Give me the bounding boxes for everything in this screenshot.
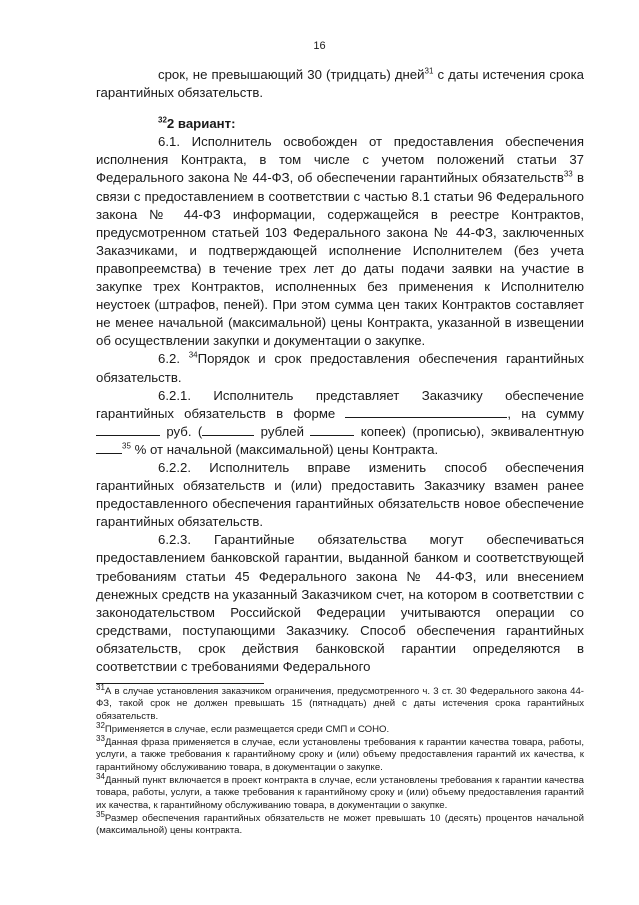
footnote — [96, 720, 584, 736]
footnotes — [96, 682, 584, 839]
text-fragment: 6.1. Исполнитель освобожден от предоставления обеспечения исполнения Контракта, в том числе с учетом положений статьи 37 Федерального закона № 44-ФЗ, об обеспечении гарантийных обязательств — [96, 134, 584, 186]
footnote-ref[interactable]: 35 — [122, 441, 131, 451]
footnote-text: Размер обеспечения гарантийных обязательств не может превышать 10 (десять) процентов начальной (максимальной) цены контракта. — [96, 812, 584, 837]
paragraph-6-2 — [96, 350, 584, 386]
paragraph-6-2-1 — [96, 387, 584, 459]
text-fragment: руб. ( — [160, 423, 203, 439]
footnote-text: Применяется в случае, если размещается среди СМП и СОНО. — [104, 723, 390, 735]
footnote-separator — [96, 683, 264, 684]
paragraph-6-1 — [96, 133, 584, 350]
footnote — [96, 682, 584, 723]
text-fragment: 6.2.1. Исполнитель представляет Заказчику обеспечение гарантийных обязательств в форме — [96, 387, 584, 421]
text-fragment: копеек) (прописью), эквивалентную — [354, 423, 584, 439]
footnote-number: 33 — [96, 734, 105, 743]
footnote-ref[interactable]: 31 — [424, 66, 434, 76]
percent-blank-field[interactable] — [96, 442, 122, 454]
text-fragment: 6.2. — [158, 351, 189, 367]
paragraph-6-2-3: 6.2.3. Гарантийные обязательства могут обеспечиваться предоставлением банковской гарантии, выданной банком и соответствующей требованиям статьи 45 Федерального закона № 44-ФЗ, или внесением денежных средств на указанный Заказчиком счет, на котором в соответствии с законодательством Российской Федерации учитываются операции со средствами, поступающими Заказчику. Способ обеспечения гарантийных обязательств, срок действия банковской гарантии определяются в соответствии с требованиями Федерального — [96, 532, 584, 674]
rubles-blank-field[interactable] — [202, 424, 254, 436]
footnote — [96, 809, 584, 838]
footnote — [96, 771, 584, 812]
footnote-text: А в случае установления заказчиком ограничения, предусмотренного ч. 3 ст. 30 Федерального закона 44-ФЗ, такой срок не должен превышать 15 (пятнадцать) дней с даты истечения срока гарантийных обязательств. — [96, 686, 584, 722]
footnote-text: Данная фраза применяется в случае, если установлены требования к гарантии качества товара, работы, услуги, а также требования к гарантийному сроку и (или) объему предоставления гарантий их качества, к гарантийному обслуживанию товара, в документации о закупке. — [96, 737, 584, 773]
text-fragment: срок, не превышающий 30 (тридцать) дней — [158, 67, 425, 82]
paragraph-6-2-2: 6.2.2. Исполнитель вправе изменить способ обеспечения гарантийных обязательств и (или) предоставить Заказчику взамен ранее предоставленного обеспечения гарантийных обязательств новое обеспечение гарантийных обязательств. — [96, 459, 584, 530]
text-fragment: % от начальной (максимальной) цены Контракта. — [130, 441, 439, 457]
amount-blank-field[interactable] — [96, 424, 160, 436]
text-fragment: с даты истечения срока гарантийных обязательств. — [96, 67, 584, 101]
footnote-ref[interactable]: 34 — [188, 351, 198, 361]
heading-text: 2 вариант: — [166, 116, 236, 132]
form-blank-field[interactable] — [345, 406, 507, 418]
text-fragment: Порядок и срок предоставления обеспечения гарантийных обязательств. — [96, 351, 584, 385]
text-fragment: , на сумму — [507, 405, 584, 421]
footnote-number: 35 — [96, 809, 105, 819]
footnote-number: 32 — [96, 720, 105, 730]
footnote-text: Данный пункт включается в проект контракта в случае, если установлены требования к гарантии качества товара, работы, услуги, а также требования к гарантийному сроку и (или) объему предоставления гарантий их качества, к гарантийному обслуживанию товара, в документации о закупке. — [96, 775, 584, 811]
footnote-number: 31 — [96, 682, 105, 692]
body-text — [96, 66, 584, 676]
footnote-ref[interactable]: 32 — [158, 115, 167, 125]
paragraph-deadline — [96, 66, 584, 102]
text-fragment: рублей — [254, 423, 311, 439]
kopecks-blank-field[interactable] — [310, 424, 354, 436]
variant-heading — [96, 115, 584, 133]
text-fragment: в связи с предоставлением в соответствии с частью 8.1 статьи 96 Федерального закона № 44-ФЗ информации, содержащейся в реестре Контрактов, предусмотренном статьей 103 Федерального закона № 44-ФЗ, заключенных Заказчиками, и подтверждающей исполнение Исполнителем (без учета правопреемства) в течение трех лет до даты подачи заявки на участие в закупке трех Контрактов, исполненных без применения к Исполнителю неустоек (штрафов, пеней). При этом сумма цен таких Контрактов составляет не менее начальной (максимальной) цены Контракта, указанной в извещении об осуществлении закупки и документации о закупке. — [96, 170, 584, 349]
page-number: 16 — [313, 40, 326, 52]
footnote-number: 34 — [96, 771, 105, 781]
footnote-ref[interactable]: 33 — [563, 170, 573, 180]
footnote — [96, 734, 584, 774]
